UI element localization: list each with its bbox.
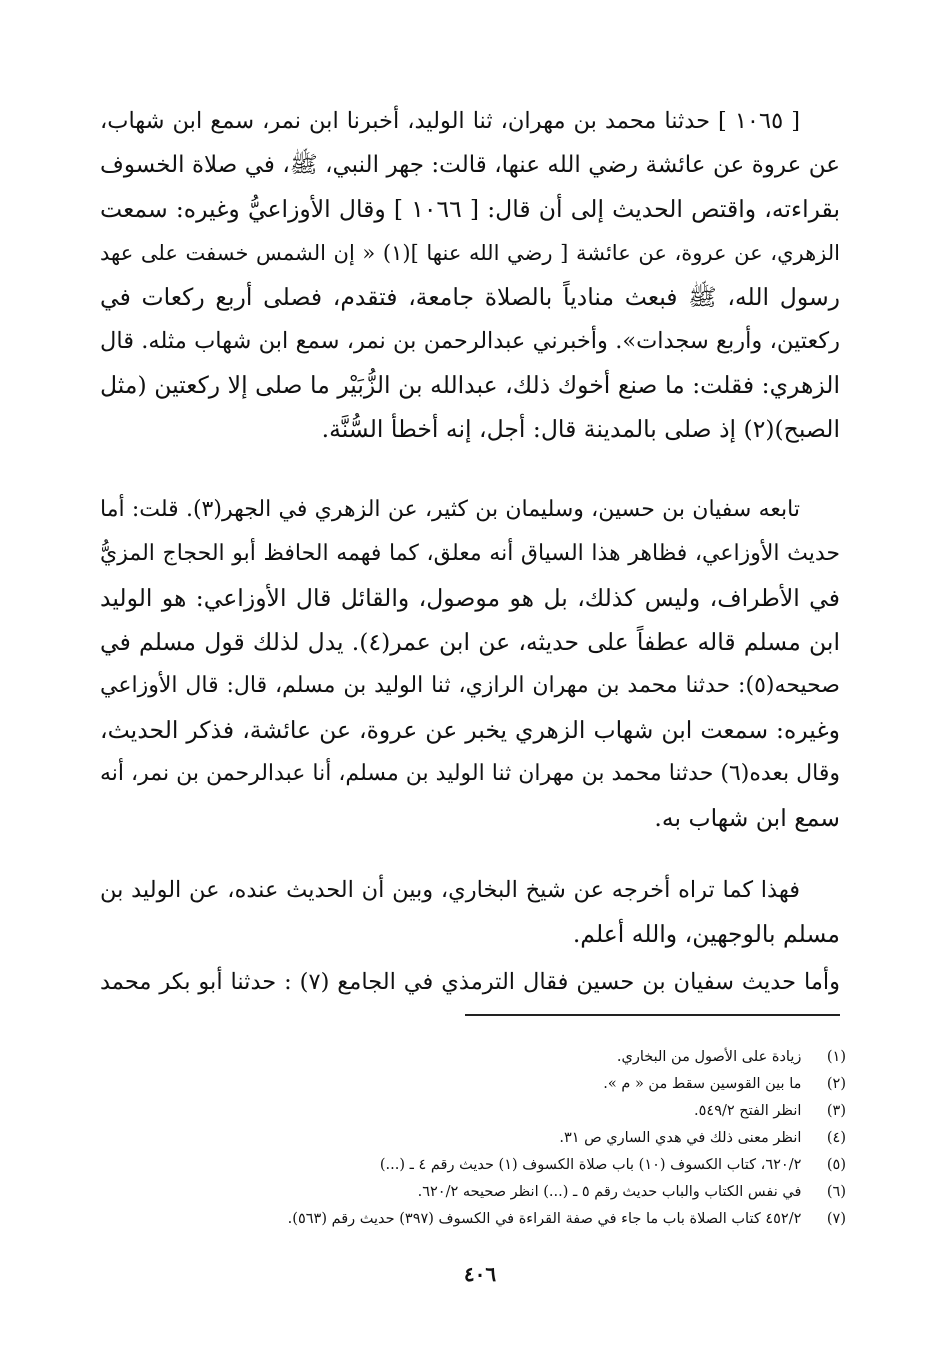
- text-line: فهذا كما تراه أخرجه عن شيخ البخاري، وبين أن الحديث عنده، عن الوليد بن: [100, 877, 800, 903]
- text-line: الزهري: فقلت: ما صنع أخوك ذلك، عبدالله بن الزُّبَيْر ما صلى إلا ركعتين (مثل: [100, 371, 840, 399]
- text-line: حديث الأوزاعي، فظاهر هذا السياق أنه معلق، كما فهمه الحافظ أبو الحجاج المزيُّ: [100, 541, 840, 566]
- text-line: سمع ابن شهاب به.: [654, 804, 840, 832]
- text-line: تابعه سفيان بن حسين، وسليمان بن كثير، عن الزهري في الجهر(٣). قلت: أما: [100, 497, 800, 522]
- text-line: وقال بعده(٦) حدثنا محمد بن مهران ثنا الوليد بن مسلم، أنا عبدالرحمن بن نمر، أنه: [100, 761, 841, 786]
- footnote: [266, 1206, 846, 1232]
- footnote: [266, 1098, 846, 1124]
- footnote-number: (٤): [826, 1130, 846, 1146]
- text-line: ابن مسلم قاله عطفاً على حديثه، عن ابن عمر(٤). يدل لذلك قول مسلم في: [100, 628, 840, 656]
- footnote-text: ٤٥٢/٢ كتاب الصلاة باب ما جاء في صفة القراءة في الكسوف (٣٩٧) حديث رقم (٥٦٣).: [287, 1211, 802, 1227]
- footnote-separator: [465, 1014, 840, 1016]
- page-number: ٤٠٦: [463, 1262, 497, 1286]
- footnote: [266, 1044, 846, 1070]
- footnote-text: ٦٢٠/٢، كتاب الكسوف (١٠) باب صلاة الكسوف (١) حديث رقم ٤ ـ (...): [379, 1157, 802, 1173]
- text-line: [ ١٠٦٥ ] حدثنا محمد بن مهران، ثنا الوليد، أخبرنا ابن نمر، سمع ابن شهاب،: [100, 108, 800, 134]
- footnote-number: (٥): [826, 1157, 846, 1173]
- text-line: مسلم بالوجهين، والله أعلم.: [572, 920, 840, 948]
- footnote: [266, 1071, 846, 1097]
- footnote-number: (٧): [826, 1211, 846, 1227]
- footnote-text: انظر الفتح ٥٤٩/٢.: [694, 1103, 802, 1119]
- text-line: الصبح)(٢) إذ صلى بالمدينة قال: أجل، إنه أخطأ السُّنَّة.: [321, 415, 840, 443]
- footnote: [266, 1179, 846, 1205]
- footnote-text: في نفس الكتاب والباب حديث رقم ٥ ـ (...) انظر صحيحه ٦٢٠/٢.: [417, 1184, 802, 1200]
- footnote-text: انظر معنى ذلك في هدي الساري ص ٣١.: [559, 1130, 802, 1146]
- text-line: عن عروة عن عائشة رضي الله عنها، قالت: جهر النبي، ﷺ، في صلاة الخسوف: [100, 152, 840, 178]
- footnote-number: (٢): [826, 1076, 846, 1092]
- text-line: وأما حديث سفيان بن حسين فقال الترمذي في الجامع (٧) : حدثنا أبو بكر محمد: [100, 969, 840, 995]
- text-line: صحيحه(٥): حدثنا محمد بن مهران الرازي، ثنا الوليد بن مسلم، قال: قال الأوزاعي: [100, 673, 840, 698]
- footnote-number: (١): [826, 1049, 846, 1065]
- text-line: رسول الله، ﷺ فبعث منادياً بالصلاة جامعة، فتقدم، فصلى أربع ركعات في: [100, 283, 840, 311]
- footnote-number: (٣): [826, 1103, 846, 1119]
- footnote-text: ما بين القوسين سقط من « م ».: [603, 1076, 802, 1092]
- text-line: في الأطراف، وليس كذلك، بل هو موصول، والقائل قال الأوزاعي: هو الوليد: [100, 584, 840, 612]
- text-line: بقراءته، واقتص الحديث إلى أن قال: [ ١٠٦٦ ] وقال الأوزاعيُّ وغيره: سمعت: [100, 195, 840, 223]
- text-line: وغيره: سمعت ابن شهاب الزهري يخبر عن عروة، عن عائشة، فذكر الحديث،: [100, 716, 840, 744]
- footnote-text: زيادة على الأصول من البخاري.: [616, 1049, 802, 1065]
- footnote-number: (٦): [826, 1184, 846, 1200]
- footnote: [266, 1125, 846, 1151]
- text-line: ركعتين، وأربع سجدات». وأخبرني عبدالرحمن بن نمر، سمع ابن شهاب مثله. قال: [100, 328, 840, 354]
- footnote: [266, 1152, 846, 1178]
- text-line: الزهري، عن عروة، عن عائشة [ رضي الله عنها ](١) « إن الشمس خسفت على عهد: [100, 241, 840, 265]
